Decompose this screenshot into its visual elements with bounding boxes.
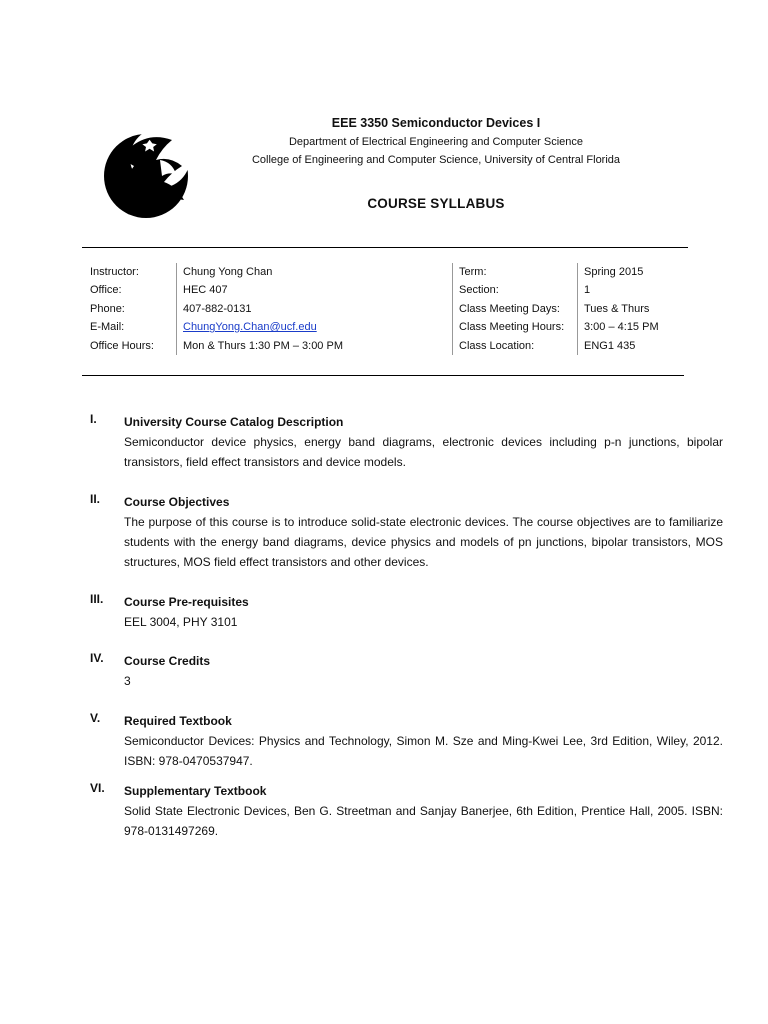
info-value: Spring 2015 — [578, 263, 691, 281]
section-number: IV. — [90, 651, 104, 665]
section-text: The purpose of this course is to introduce solid-state electronic devices. The course objectives are to familiarize students with the energy band diagrams, device physics and models of pn junctions, bipolar transistors, MOS structures, MOS field effect transistors and other devices. — [124, 515, 723, 569]
section-title: Course Pre-requisites — [124, 595, 249, 609]
department-name: Department of Electrical Engineering and Computer Science — [288, 136, 584, 148]
info-value: HEC 407 — [177, 281, 460, 299]
divider-bottom — [82, 375, 684, 376]
info-value: Tues & Thurs — [578, 300, 691, 318]
section-catalog-description — [90, 412, 723, 472]
info-label: Instructor: — [90, 266, 139, 278]
section-number: III. — [90, 592, 104, 606]
table-row — [84, 300, 459, 318]
section-title: Course Credits — [124, 654, 211, 668]
section-text: Semiconductor device physics, energy band diagrams, electronic devices including p-n junctions, bipolar transistors, field effect transistors and device models. — [124, 435, 723, 469]
section-number: I. — [90, 412, 97, 426]
info-label: Class Location: — [453, 337, 578, 355]
info-value: ENG1 435 — [578, 337, 691, 355]
section-text: Semiconductor Devices: Physics and Technology, Simon M. Sze and Ming-Kwei Lee, 3rd Edition, Wiley, 2012. ISBN: 978-0470537947. — [124, 734, 723, 768]
section-prerequisites — [90, 592, 723, 632]
section-title: Required Textbook — [124, 714, 232, 728]
table-row — [84, 263, 459, 281]
email-link[interactable]: ChungYong.Chan@ucf.edu — [183, 321, 317, 334]
table-row — [453, 263, 691, 281]
section-number: II. — [90, 492, 101, 506]
table-row — [453, 337, 691, 355]
info-label: Class Meeting Hours: — [453, 318, 578, 336]
divider-top — [82, 247, 688, 248]
info-value — [177, 318, 460, 336]
section-supplementary-textbook — [90, 781, 723, 841]
section-number: V. — [90, 711, 101, 725]
section-number: VI. — [90, 781, 105, 795]
university-logo-icon — [102, 126, 194, 222]
table-row — [84, 318, 459, 336]
section-title: University Course Catalog Description — [124, 415, 344, 429]
document-title: COURSE SYLLABUS — [367, 196, 505, 211]
info-value: Chung Yong Chan — [177, 263, 460, 281]
info-label: E-Mail: — [90, 321, 125, 334]
info-label: Term: — [453, 263, 578, 281]
info-label: Phone: — [90, 302, 125, 315]
course-title: EEE 3350 Semiconductor Devices I — [331, 116, 541, 130]
info-label: Office: — [90, 284, 122, 297]
table-row — [453, 281, 691, 299]
section-text: EEL 3004, PHY 3101 — [124, 615, 238, 629]
info-label: Office Hours: — [90, 339, 154, 352]
info-label: Class Meeting Days: — [453, 300, 578, 318]
table-row — [84, 281, 459, 299]
table-row — [453, 318, 691, 336]
table-row — [84, 337, 459, 355]
instructor-info-table — [84, 263, 459, 355]
class-info-table — [452, 263, 690, 355]
info-value: 407-882-0131 — [177, 300, 460, 318]
section-required-textbook — [90, 711, 723, 771]
table-row — [453, 300, 691, 318]
section-text: 3 — [124, 674, 131, 688]
section-course-credits — [90, 651, 723, 691]
section-text: Solid State Electronic Devices, Ben G. Streetman and Sanjay Banerjee, 6th Edition, Prentice Hall, 2005. ISBN: 978-0131497269. — [124, 804, 723, 838]
section-course-objectives — [90, 492, 723, 572]
info-value: 3:00 – 4:15 PM — [578, 318, 691, 336]
college-name: College of Engineering and Computer Science, University of Central Florida — [251, 154, 621, 166]
section-title: Supplementary Textbook — [124, 784, 267, 798]
info-label: Section: — [453, 281, 578, 299]
info-value: 1 — [578, 281, 691, 299]
section-title: Course Objectives — [124, 495, 230, 509]
info-value: Mon & Thurs 1:30 PM – 3:00 PM — [177, 337, 460, 355]
